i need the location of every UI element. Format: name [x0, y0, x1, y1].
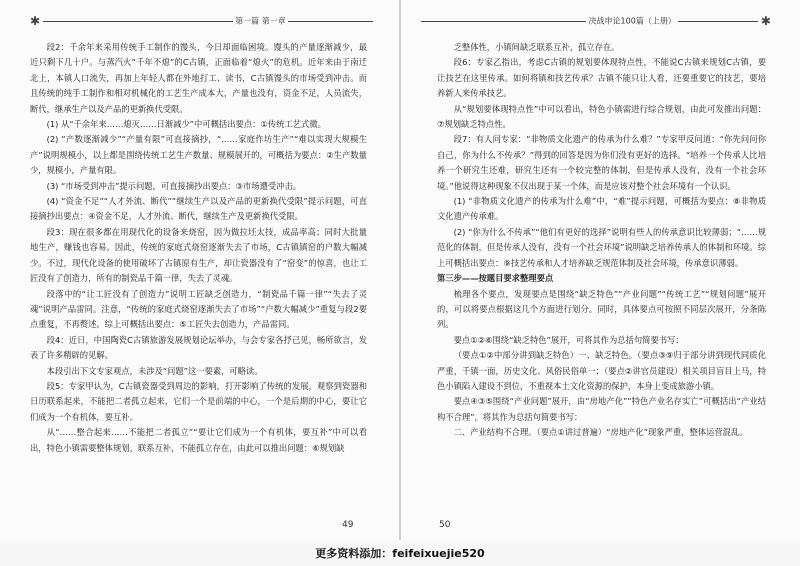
paragraph: (3) “市场受到冲击”提示问题，可直接摘抄出要点：③市场遭受冲击。 — [46, 180, 302, 191]
paragraph: (4) “资金不足”“人才外流、断代”“继续生产以及产品的更新换代受限”提示问题，可直接摘抄出要点：④资金不足，人才外流、断代，继续生产及更新换代受限。 — [30, 196, 367, 222]
book-title: 决战申论100篇（上册） — [588, 16, 676, 26]
paragraph: (2) “产数逐渐减少”“产量有限”可直接摘抄，“……家庭作坊生产”“难以实现大规模生产”说明规模小，以上都是围绕传统工艺生产数量、规模展开的，可概括为要点：②生产数量少，规模小，产量有限。 — [30, 134, 367, 176]
right-page-header — [421, 14, 771, 30]
chapter-label: 第一篇 第一章 — [235, 16, 286, 26]
paragraph: （要点①②中部分讲到缺乏特色）一、缺乏特色。（要点③⑨归于部分讲到现代同质化严重，千镇一面，历史文化、风俗民俗单一；（要点②讲官员建设）相关项目盲目上马，特色小镇陷入建设不到位，不重视本土文化资源的保护，本身上变成旅游小镇。 — [437, 350, 766, 391]
paragraph: 段2：千余年来采用传统手工制作的馒头，今日却面临困境。馒头的产量逐渐减少，最近只剩下几十户。与蒸汽火“千年不熄”的C古镇，正面临着“熄火”的危机。近年来由于南迁北上，本镇人口流失，再加上年轻人都在外地打工、读书，C古镇馒头的市场受到冲击。而且传统的纯手工制作和相对机械化的工艺生产成本大，产量也没有，资金不足，人员流失，断代，继承生产以及产品的更新换代受限。 — [30, 42, 367, 114]
paragraph: (1) “非物质文化遗产的传承为什么难”中，“难”提示问题，可概括为要点：⑧非物质文化遗产传承难。 — [437, 196, 766, 222]
paragraph: 段7：有人问专家：“非物质文化遗产的传承为什么难？”专家甲反问道：“你先问问你自己，你为什么不传承？”得到的回答是因为你们没有更好的选择。“培养一个传承人比培养一个研究生还难，研究生还有一个较完整的体制，但是传承人没有，没有一个社会环境。”他说得这种现象不仅出现于某一个体，而是应该对整个社会环境有一个认识。 — [437, 134, 766, 191]
left-page-header — [30, 14, 379, 30]
footer-contact: 更多资料添加：feifeixuejie520 — [315, 547, 485, 560]
star-icon: ✱ — [30, 14, 41, 28]
left-page-content — [30, 40, 367, 456]
header-rule — [288, 21, 373, 22]
paragraph: 段3：现在很多都在用现代化的设备来烧窑，因为做拉坯太技，成品率高；同时大批量地生产，赚钱也容易。因此，传统的家庭式烧窑逐渐失去了市场，C古镇镇窑的户数大幅减少。不过，现代化设备的使用破坏了古镇原有生产，却让瓷器没有了“窑变”的惊喜，也让工匠没有了创造力，所有的制瓷品千篇一律，失去了灵魂。 — [30, 226, 367, 284]
paragraph: 从“……整合起来……不能把二者孤立”“要让它们成为一个有机体，要互补”中可以看出，特色小镇需要整体规划，联系互补，不能孤立存在，由此可以推出问题：⑥规划缺 — [30, 427, 367, 453]
header-rule — [43, 21, 233, 22]
paragraph: 二、产业结构不合理。（要点①讲过普遍）“房地产化”现象严重，整体运营混乱。 — [453, 427, 748, 438]
paragraph: 乏整体性，小镇间缺乏联系互补，孤立存在。 — [453, 42, 620, 52]
paragraph: 梳理各个要点，发现要点是围绕“缺乏特色”“产业问题”“传统工艺”“规划问题”展开的，可以将要点根据这几个方面进行划分。同时，具体要点可按照不同层次展开，分条陈列。 — [437, 288, 766, 330]
paragraph: 段落中的“让工匠没有了创造力”说明工匠缺乏创造力，“制瓷品千篇一律”“失去了灵魂”说明产品雷同。注意，“传统的家庭式烧窑逐渐失去了市场”“户数大幅减少”重复与段2要点重复，不再赘述。综上可概括出要点：⑤工匠失去创造力，产品雷同。 — [30, 288, 367, 330]
paragraph: 要点①②⑥围绕“缺乏特色”展开，可将其作为总括句简要书写： — [453, 334, 684, 345]
right-page-content — [437, 40, 766, 441]
right-page — [401, 0, 800, 540]
paragraph: 从“规划要体现特点性”中可以看出，特色小镇需进行综合规划，由此可发推出问题：⑦规划缺乏特点性。 — [437, 103, 766, 130]
paragraph: 段5：专家甲认为，C古镇瓷器受到周边的影响，打开影响了传统的发展，观察到瓷器和日历联系起来，不能把二者孤立起来，它们一个是前端的中心，一个是后期的中心，要让它们成为一个有机体，要互补。 — [30, 380, 367, 422]
paragraph: (1) 从“千余年来……熄灭……日渐减少”中可概括出要点：①传统工艺式微。 — [46, 119, 326, 130]
page-number: 50 — [439, 520, 451, 530]
paragraph: 段6：专家乙指出，考虑C古镇的规划要体现特点性，不能说C古镇来规划C古镇，要让技艺在这里传承。如何将镇和技艺传承？古镇不能只让人看，还要重要它的技艺，要培养新人来传承技艺。 — [437, 57, 766, 99]
left-page — [0, 0, 399, 540]
header-rule — [421, 21, 586, 22]
paragraph: 要点④③⑤围绕“产业问题”展开，由“房地产化”“特色产业名存实亡”可概括出“产业结构不合理”，将其作为总括句简要书写： — [437, 396, 766, 422]
section-heading: 第三步——按题目要求整理要点 — [437, 273, 554, 284]
paragraph: 本段引出下文专家观点，未涉及“问题”这一要素，可略读。 — [46, 365, 263, 376]
header-rule — [678, 21, 758, 22]
star-icon: ✱ — [760, 14, 771, 28]
page-number: 49 — [342, 520, 354, 530]
paragraph: (2) “你为什么不传承”“他们有更好的选择”说明有些人的传承意识比较薄弱；“……规范化的体制，但是传承人没有，没有一个社会环境”说明缺乏培养传承人的体制和环境。综上可概括出要点：⑨技艺传承和人才培养缺乏规范体制及社会环境，传承意识薄弱。 — [437, 226, 766, 268]
paragraph: 段4：近日，中国陶瓷C古镇旅游发展规划论坛举办，与会专家各抒己见，畅所欲言，发表了许多精辟的见解。 — [30, 334, 367, 361]
